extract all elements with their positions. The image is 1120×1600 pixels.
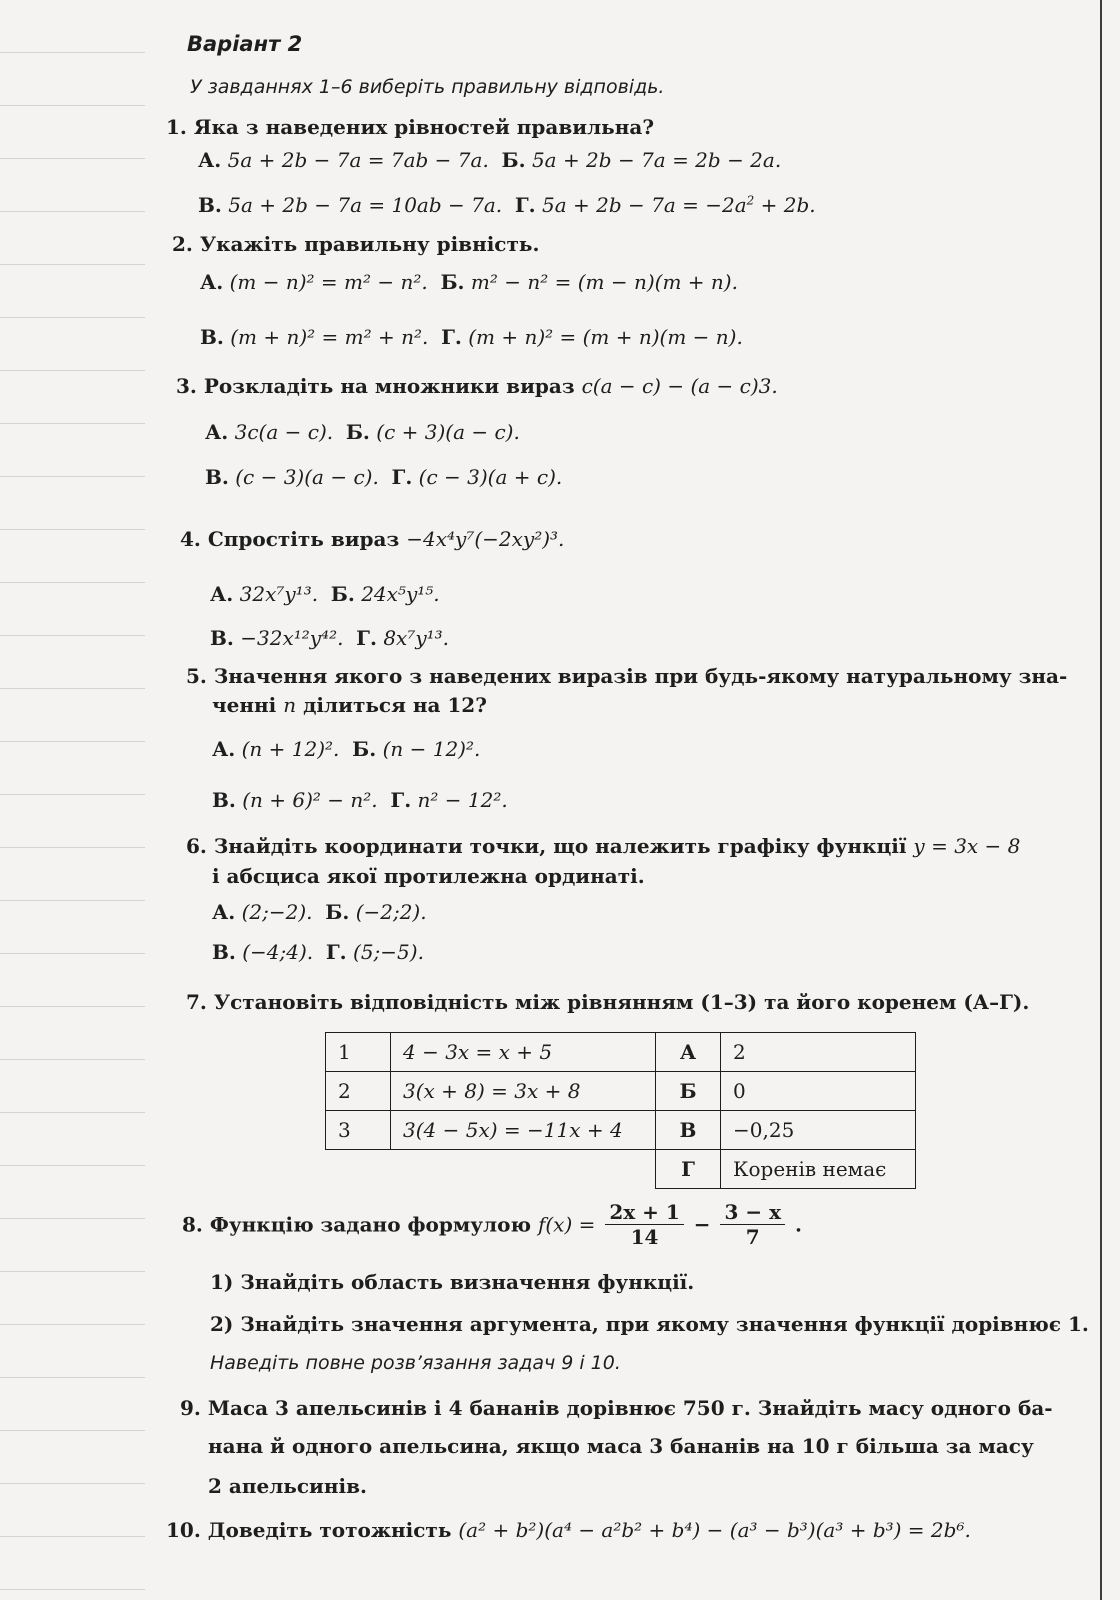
instruction-full-solution: Наведіть повне розв’язання задач 9 і 10. [210, 1352, 621, 1374]
q3-option-a: 3c(a − c). [234, 420, 334, 444]
q3-option-g: (c − 3)(a + c). [418, 465, 563, 489]
q5-option-v-label: В. [212, 788, 236, 812]
table-row [326, 1033, 916, 1072]
q6-option-b: (−2;2). [355, 900, 427, 924]
question-8-sub-2: 2) Знайдіть значення аргумента, при якому значення функції дорівнює 1. [210, 1312, 1089, 1336]
question-4-text: 4. Спростіть вираз [180, 527, 400, 551]
root-letter: Г [656, 1150, 721, 1189]
matching-table [325, 1032, 916, 1189]
variant-title: Варіант 2 [187, 32, 303, 56]
q6-option-b-label: Б. [325, 900, 350, 924]
q2-option-v-label: В. [200, 325, 224, 349]
q1-option-v-label: В. [198, 193, 222, 217]
question-2-row-1 [200, 270, 738, 294]
q1-option-a: 5a + 2b − 7a = 7ab − 7a. [227, 148, 489, 172]
q3-option-b: (c + 3)(a − c). [376, 420, 520, 444]
root-value: 0 [721, 1072, 916, 1111]
q6-option-a: (2;−2). [241, 900, 313, 924]
row-number: 1 [326, 1033, 391, 1072]
q4-option-v: −32x¹²y⁴². [240, 626, 344, 650]
question-1-row-2 [198, 193, 816, 217]
equation-cell: 4 − 3x = x + 5 [391, 1033, 656, 1072]
question-5-row-1 [212, 737, 480, 761]
question-6-line-1: 6. Знайдіть координати точки, що належить графіку функції y = 3x − 8 [186, 834, 1021, 858]
q5-option-b-label: Б. [352, 737, 377, 761]
root-value: 2 [721, 1033, 916, 1072]
q1-option-g: $5a + 2b - 7a = -2a^2 + 2b$. [542, 193, 816, 217]
q2-option-b-label: Б. [440, 270, 465, 294]
root-letter: Б [656, 1072, 721, 1111]
q4-option-a: 32x⁷y¹³. [239, 582, 319, 606]
q1-option-b: 5a + 2b − 7a = 2b − 2a. [531, 148, 782, 172]
question-6-line-2: і абсциса якої протилежна ординаті. [212, 864, 645, 888]
instruction-choose: У завданнях 1–6 виберіть правильну відповідь. [190, 76, 665, 98]
question-6-row-1 [212, 900, 427, 924]
q2-option-a-label: А. [200, 270, 224, 294]
q4-option-b-label: Б. [330, 582, 355, 606]
root-value: Коренів немає [721, 1150, 916, 1189]
q3-option-g-label: Г. [391, 465, 413, 489]
q5-option-b: (n − 12)². [382, 737, 481, 761]
q3-option-v: (c − 3)(a − c). [235, 465, 379, 489]
q2-option-g-label: Г. [441, 325, 462, 349]
question-5-line-1: 5. Значення якого з наведених виразів при будь-якому натуральному зна- [186, 664, 1068, 688]
question-10-expression: (a² + b²)(a⁴ − a²b² + b⁴) − (a³ − b³)(a³ + b³) = 2b⁶. [458, 1518, 971, 1542]
root-letter: А [656, 1033, 721, 1072]
row-number: 3 [326, 1111, 391, 1150]
q6-option-g-label: Г. [325, 940, 347, 964]
question-2-text: 2. Укажіть правильну рівність. [172, 232, 540, 256]
q5-option-g-label: Г. [390, 788, 412, 812]
q1-option-v: 5a + 2b − 7a = 10ab − 7a. [228, 193, 503, 217]
table-row [326, 1111, 916, 1150]
question-9-line-1: 9. Маса 3 апельсинів і 4 бананів дорівнює 750 г. Знайдіть масу одного ба- [180, 1396, 1053, 1420]
q2-option-v: (m + n)² = m² + n². [230, 325, 429, 349]
question-8-text: 8. Функцію задано формулою [182, 1212, 531, 1237]
row-number: 2 [326, 1072, 391, 1111]
q8-function-name: f(x) = [537, 1212, 596, 1237]
question-6-row-2 [212, 940, 424, 964]
equation-cell: 3(x + 8) = 3x + 8 [391, 1072, 656, 1111]
question-8-sub-1: 1) Знайдіть область визначення функції. [210, 1270, 695, 1294]
q3-option-v-label: В. [205, 465, 229, 489]
question-2-row-2 [200, 325, 743, 349]
q1-option-g-label: Г. [514, 193, 536, 217]
equation-cell: 3(4 − 5x) = −11x + 4 [391, 1111, 656, 1150]
question-9-line-2: нана й одного апельсина, якщо маса 3 бананів на 10 г більша за масу [208, 1434, 1034, 1458]
question-5-line-2: ченні n ділиться на 12? [212, 693, 487, 717]
q6-function: y = 3x − 8 [913, 834, 1021, 858]
q6-option-v-label: В. [212, 940, 236, 964]
q2-option-a: (m − n)² = m² − n². [229, 270, 428, 294]
q6-option-v: (−4;4). [242, 940, 314, 964]
question-4 [180, 527, 564, 551]
q5-variable: n [283, 693, 297, 717]
empty-cell [326, 1150, 391, 1189]
q3-option-a-label: А. [205, 420, 229, 444]
table-row [326, 1072, 916, 1111]
question-3-row-1 [205, 420, 520, 444]
question-3-text: 3. Розкладіть на множники вираз [176, 374, 575, 398]
question-9-line-3: 2 апельсинів. [208, 1474, 367, 1498]
q1-option-a-label: А. [198, 148, 222, 172]
q4-option-g-label: Г. [356, 626, 377, 650]
question-10 [166, 1518, 971, 1542]
q5-option-v: (n + 6)² − n². [242, 788, 378, 812]
q5-option-a: (n + 12)². [241, 737, 340, 761]
question-4-row-1 [210, 582, 440, 606]
q2-option-g: (m + n)² = (m + n)(m − n). [468, 325, 743, 349]
q4-option-a-label: А. [210, 582, 234, 606]
q6-option-g: (5;−5). [353, 940, 424, 964]
question-3-expression: c(a − c) − (a − c)3. [581, 374, 778, 398]
question-1-text: 1. Яка з наведених рівностей правильна? [166, 115, 655, 139]
q4-option-g: 8x⁷y¹³. [383, 626, 450, 650]
question-8: 8. Функцію задано формулою f(x) = $\frac{2x + 1}{14}$ − $\frac{3 - x}{7}$ . [182, 1200, 802, 1249]
empty-cell [391, 1150, 656, 1189]
table-row [326, 1150, 916, 1189]
root-letter: В [656, 1111, 721, 1150]
q1-option-b-label: Б. [501, 148, 526, 172]
q2-option-b: m² − n² = (m − n)(m + n). [470, 270, 738, 294]
q4-option-b: 24x⁵y¹⁵. [361, 582, 440, 606]
question-1-row-1 [198, 148, 781, 172]
q5-option-g: n² − 12². [417, 788, 508, 812]
question-10-text: 10. Доведіть тотожність [166, 1518, 452, 1542]
q8-fraction-2: $\frac{3 - x}{7}$ [720, 1200, 785, 1249]
question-3-row-2 [205, 465, 562, 489]
q5-option-a-label: А. [212, 737, 236, 761]
q6-option-a-label: А. [212, 900, 236, 924]
q3-option-b-label: Б. [345, 420, 370, 444]
root-value: −0,25 [721, 1111, 916, 1150]
q4-option-v-label: В. [210, 626, 234, 650]
question-5-row-2 [212, 788, 508, 812]
question-4-row-2 [210, 626, 449, 650]
question-3 [176, 374, 778, 398]
question-7-text: 7. Установіть відповідність між рівнянням (1–3) та його коренем (А–Г). [186, 990, 1030, 1014]
question-4-expression: −4x⁴y⁷(−2xy²)³. [406, 527, 565, 551]
q8-fraction-1: $\frac{2x + 1}{14}$ [605, 1200, 683, 1249]
